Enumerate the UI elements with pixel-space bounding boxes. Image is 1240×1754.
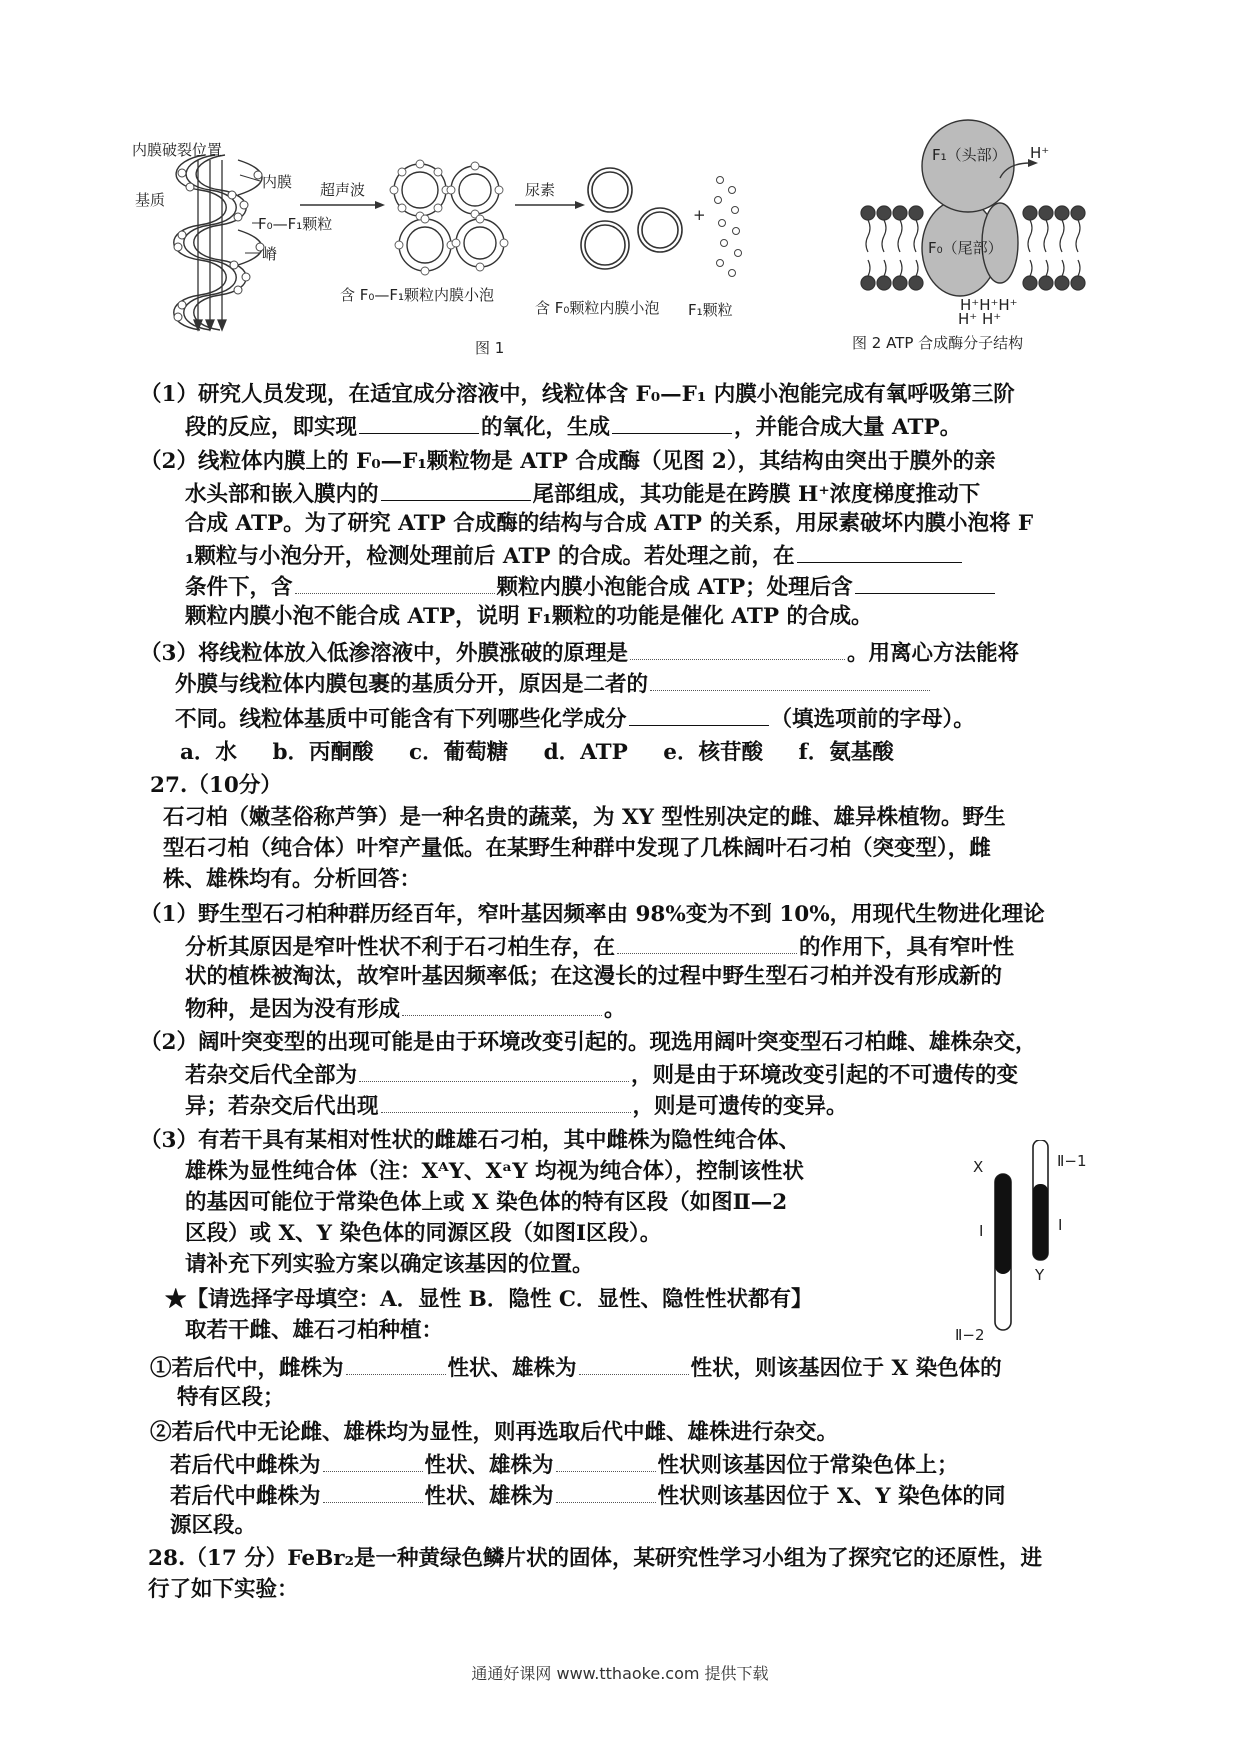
q26-option-b: b．丙酮酸	[272, 740, 374, 765]
q27-p2-text4: ，则是可遗传的变异。	[632, 1094, 848, 1119]
q26-p2-line1: （2）线粒体内膜上的 F₀—F₁颗粒物是 ATP 合成酶（见图 2），其结构由突出于膜外的亲	[140, 449, 996, 474]
q26-blank-components[interactable]	[629, 703, 769, 726]
label-h-plus-pair: H⁺ H⁺	[958, 310, 1002, 328]
label-vesicle-f0f1: 含 F₀—F₁颗粒内膜小泡	[340, 286, 495, 304]
q27-p2-line3	[185, 1090, 848, 1122]
mitochondria-cristae-drawing	[174, 155, 262, 330]
q28-line1: 28.（17 分）FeBr₂是一种黄绿色鳞片状的固体，某研究性学习小组为了探究它的还原性，进	[148, 1546, 1042, 1571]
label-f1-head: F₁（头部）	[932, 146, 1007, 164]
q26-p1-text3: ，并能合成大量 ATP。	[734, 415, 962, 440]
q26-p1-text2: 的氧化，生成	[481, 415, 611, 440]
q27-p3-case2-line1: ②若后代中无论雌、雄株均为显性，则再选取后代中雌、雄株进行杂交。	[150, 1420, 839, 1445]
label-cristae: 嵴	[262, 245, 278, 263]
q27-p2-text3: 异；若杂交后代出现	[185, 1094, 379, 1119]
q26-p2-line4	[185, 540, 964, 572]
label-plus: +	[693, 206, 706, 224]
q27-intro-2: 型石刁柏（纯合体）叶窄产量低。在某野生种群中发现了几株阔叶石刁柏（突变型），雌	[163, 836, 991, 861]
label-ultrasound: 超声波	[320, 181, 366, 199]
f1-particles-drawing	[715, 177, 742, 277]
q27-p3-line6: ★【请选择字母填空：A．显性 B．隐性 C．显性、隐性性状都有】	[165, 1287, 813, 1312]
figure-2-caption: 图 2 ATP 合成酶分子结构	[852, 334, 1024, 352]
q27-p1-text4: 。	[604, 997, 626, 1022]
q26-p1-line2	[185, 411, 961, 443]
q27-case2a-text2: 性状、雄株为	[424, 1453, 554, 1478]
label-x: X	[973, 1158, 984, 1176]
label-h-plus-top: H⁺	[1030, 144, 1050, 162]
q27-p2-line2	[185, 1059, 1018, 1091]
q26-option-d: d．ATP	[543, 740, 628, 765]
q26-p3-text5: （填选项前的字母）。	[770, 707, 975, 732]
q27-blank-selection[interactable]	[617, 931, 797, 954]
q27-blank-case2a-female[interactable]	[323, 1449, 423, 1472]
x-chromosome	[995, 1174, 1011, 1330]
q26-p3-line1	[140, 637, 1019, 669]
q27-blank-case2b-female[interactable]	[323, 1480, 423, 1503]
q27-p1-line4	[185, 993, 626, 1025]
q27-blank-isolation[interactable]	[402, 993, 602, 1016]
q27-p2-text2: ，则是由于环境改变引起的不可遗传的变	[631, 1063, 1019, 1088]
q26-option-a: a．水	[180, 740, 237, 765]
q26-option-e: e．核苷酸	[663, 740, 763, 765]
q27-case2a-text3: 性状则该基因位于常染色体上；	[657, 1453, 959, 1478]
q26-blank-tail[interactable]	[381, 478, 531, 501]
q26-p1-text1: 段的反应，即实现	[185, 415, 358, 440]
q26-blank-condition[interactable]	[797, 540, 962, 563]
q26-p2-text1: 水头部和嵌入膜内的	[185, 482, 379, 507]
figure-1-caption: 图 1	[475, 339, 505, 357]
q26-p2-line2	[185, 478, 980, 510]
q27-p3-line3: 的基因可能位于常染色体上或 X 染色体的特有区段（如图Ⅱ—2	[185, 1190, 788, 1215]
q26-blank-oxidized[interactable]	[359, 411, 479, 434]
label-y: Y	[1035, 1266, 1045, 1284]
page-footer: 通通好课网 www.tthaoke.com 提供下载	[471, 1664, 769, 1683]
q27-p1-text3: 物种，是因为没有形成	[185, 997, 401, 1022]
q27-case1-text2: 性状、雄株为	[447, 1356, 577, 1381]
q27-p1-text1: 分析其原因是窄叶性状不利于石刁柏生存，在	[185, 935, 616, 960]
q27-p3-case2-line3	[170, 1480, 1006, 1512]
q27-p3-line7: 取若干雌、雄石刁柏种植：	[185, 1318, 444, 1343]
label-ii-1: Ⅱ−1	[1057, 1152, 1087, 1170]
q26-p2-text3: ₁颗粒与小泡分开，检测处理前后 ATP 的合成。若处理之前，在	[185, 544, 795, 569]
q26-blank-principle[interactable]	[630, 637, 845, 660]
q27-blank-case2b-male[interactable]	[556, 1480, 656, 1503]
label-f0f1: F₀—F₁颗粒	[258, 215, 333, 233]
q27-p1-text2: 的作用下，具有窄叶性	[799, 935, 1015, 960]
q27-p1-line2	[185, 931, 1014, 963]
q26-blank-product[interactable]	[612, 411, 732, 434]
q26-p3-text2: 。用离心方法能将	[846, 641, 1019, 666]
rupture-arrows	[194, 160, 226, 330]
q26-p2-text4: 条件下，含	[185, 575, 293, 600]
q27-p3-case1-line1	[150, 1352, 1002, 1384]
q27-case1-text3: 性状，则该基因位于 X 染色体的	[690, 1356, 1002, 1381]
q27-blank-case1-female[interactable]	[346, 1352, 446, 1375]
label-matrix: 基质	[135, 191, 166, 209]
label-vesicle-f0: 含 F₀颗粒内膜小泡	[535, 299, 660, 317]
q26-option-c: c．葡萄糖	[408, 740, 509, 765]
q27-p1-line3: 状的植株被淘汰，故窄叶基因频率低；在这漫长的过程中野生型石刁柏并没有形成新的	[185, 964, 1003, 989]
label-i-right: Ⅰ	[1058, 1216, 1063, 1234]
q26-p3-line3	[175, 703, 975, 735]
label-ii-2: Ⅱ−2	[955, 1326, 985, 1340]
q26-p2-text5: 颗粒内膜小泡能合成 ATP；处理后含	[496, 575, 853, 600]
q26-p1-line1: （1）研究人员发现，在适宜成分溶液中，线粒体含 F₀—F₁ 内膜小泡能完成有氧呼吸第三阶	[140, 382, 1015, 407]
q27-p3-case2-line2	[170, 1449, 959, 1481]
q27-case2b-text1: 若后代中雌株为	[170, 1484, 321, 1509]
q26-p3-text3: 外膜与线粒体内膜包裹的基质分开，原因是二者的	[175, 672, 649, 697]
q27-p3-case1-line2: 特有区段；	[177, 1385, 285, 1410]
q26-blank-difference[interactable]	[650, 668, 930, 691]
q27-blank-offspring-all[interactable]	[359, 1059, 629, 1082]
vesicles-f0f1-drawing	[394, 164, 504, 271]
q27-p3-line1: （3）有若干具有某相对性状的雌雄石刁柏，其中雌株为隐性纯合体、	[140, 1128, 800, 1153]
q27-case2b-text2: 性状、雄株为	[424, 1484, 554, 1509]
q27-p1-line1: （1）野生型石刁柏种群历经百年，窄叶基因频率由 98%变为不到 10%，用现代生物进化理论	[140, 902, 1045, 927]
q26-p3-text1: （3）将线粒体放入低渗溶液中，外膜涨破的原理是	[140, 641, 628, 666]
y-chromosome	[1033, 1140, 1048, 1260]
q27-blank-case1-male[interactable]	[579, 1352, 689, 1375]
label-i-left: Ⅰ	[979, 1222, 984, 1240]
q26-p3-line2	[175, 668, 932, 700]
q27-title: 27.（10分）	[150, 773, 282, 798]
q26-p2-line3: 合成 ATP。为了研究 ATP 合成酶的结构与合成 ATP 的关系，用尿素破坏内膜小泡将 F	[185, 511, 1034, 536]
q26-options	[180, 738, 922, 768]
q26-p2-text2: 尾部组成，其功能是在跨膜 H⁺浓度梯度推动下	[532, 482, 981, 507]
q27-intro-3: 株、雄株均有。分析回答：	[163, 867, 422, 892]
q27-intro-1: 石刁柏（嫩茎俗称芦笋）是一种名贵的蔬菜，为 XY 型性别决定的雌、雄异株植物。野生	[163, 805, 1006, 830]
q26-blank-particle-before[interactable]	[295, 571, 495, 594]
label-urea: 尿素	[525, 181, 556, 199]
q27-p2-text1: 若杂交后代全部为	[185, 1063, 358, 1088]
label-h-plus-cluster: H⁺H⁺H⁺	[960, 296, 1018, 314]
q27-p3-line2: 雄株为显性纯合体（注：XᴬY、XᵃY 均视为纯合体），控制该性状	[185, 1159, 804, 1184]
label-f0-tail: F₀（尾部）	[928, 239, 1003, 257]
q27-case2a-text1: 若后代中雌株为	[170, 1453, 321, 1478]
q26-p2-line6: 颗粒内膜小泡不能合成 ATP，说明 F₁颗粒的功能是催化 ATP 的合成。	[185, 604, 873, 629]
q27-p3-line5: 请补充下列实验方案以确定该基因的位置。	[185, 1252, 594, 1277]
q26-p3-text4: 不同。线粒体基质中可能含有下列哪些化学成分	[175, 707, 627, 732]
label-f1-particles: F₁颗粒	[688, 301, 733, 319]
figure-1	[120, 135, 850, 370]
q27-p2-line1: （2）阔叶突变型的出现可能是由于环境改变引起的。现选用阔叶突变型石刁柏雌、雄株杂交，	[140, 1030, 1037, 1055]
q27-p3-line4: 区段）或 X、Y 染色体的同源区段（如图Ⅰ区段）。	[185, 1221, 662, 1246]
q26-blank-particle-after[interactable]	[855, 571, 995, 594]
chromosome-figure	[955, 1140, 1095, 1340]
figure-2	[850, 118, 1100, 358]
q27-blank-offspring-appear[interactable]	[381, 1090, 631, 1113]
q26-option-f: f．氨基酸	[798, 740, 894, 765]
q27-case1-text1: ①若后代中，雌株为	[150, 1356, 344, 1381]
label-inner-membrane: 内膜	[262, 173, 293, 191]
label-inner-rupture: 内膜破裂位置	[132, 141, 223, 159]
q27-case2b-text3: 性状则该基因位于 X、Y 染色体的同	[657, 1484, 1006, 1509]
q28-line2: 行了如下实验：	[148, 1577, 299, 1602]
q27-blank-case2a-male[interactable]	[556, 1449, 656, 1472]
f1-head-shape	[922, 120, 1014, 212]
vesicles-f0-drawing	[581, 168, 682, 269]
q27-p3-case2-line4: 源区段。	[170, 1513, 257, 1538]
q26-p2-line5	[185, 571, 997, 603]
